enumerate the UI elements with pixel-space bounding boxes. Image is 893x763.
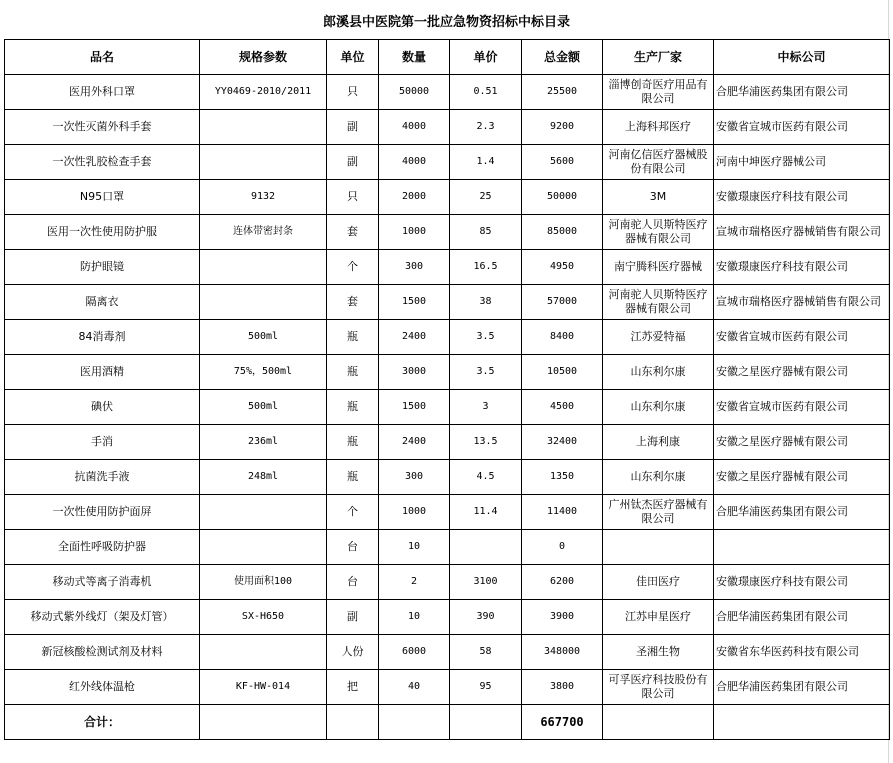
total-amount-cell: 32400 <box>522 425 603 460</box>
manufacturer-cell: 山东利尔康 <box>603 355 714 390</box>
total-amount-cell: 1350 <box>522 460 603 495</box>
quantity-cell: 50000 <box>379 75 450 110</box>
table-row <box>5 530 890 565</box>
total-amount-cell: 57000 <box>522 285 603 320</box>
winning-company-cell: 安徽之星医疗器械有限公司 <box>714 425 890 460</box>
unit-price-cell: 1.4 <box>450 145 522 180</box>
unit-price-cell: 11.4 <box>450 495 522 530</box>
winning-company-cell: 安徽璟康医疗科技有限公司 <box>714 250 890 285</box>
table-row <box>5 565 890 600</box>
table-row <box>5 110 890 145</box>
table-row <box>5 250 890 285</box>
unit-price-cell: 25 <box>450 180 522 215</box>
total-amount-cell: 85000 <box>522 215 603 250</box>
total-amount-cell: 348000 <box>522 635 603 670</box>
winning-company-cell: 安徽之星医疗器械有限公司 <box>714 355 890 390</box>
total-amount-cell: 4500 <box>522 390 603 425</box>
quantity-cell: 2400 <box>379 320 450 355</box>
winning-company-cell: 合肥华浦医药集团有限公司 <box>714 600 890 635</box>
spec-cell <box>200 110 327 145</box>
unit-price-cell: 38 <box>450 285 522 320</box>
header-cell-unit-price: 单价 <box>450 40 522 75</box>
item-name-cell: 84消毒剂 <box>5 320 200 355</box>
item-name-cell: 碘伏 <box>5 390 200 425</box>
unit-price-cell: 3 <box>450 390 522 425</box>
winning-company-cell: 安徽省宣城市医药有限公司 <box>714 110 890 145</box>
quantity-cell: 4000 <box>379 110 450 145</box>
item-name-cell: 手消 <box>5 425 200 460</box>
manufacturer-cell: 江苏申星医疗 <box>603 600 714 635</box>
unit-price-cell: 13.5 <box>450 425 522 460</box>
manufacturer-cell: 江苏爱特福 <box>603 320 714 355</box>
unit-price-cell <box>450 530 522 565</box>
unit-price-cell: 16.5 <box>450 250 522 285</box>
table-title: 郎溪县中医院第一批应急物资招标中标目录 <box>322 14 570 30</box>
manufacturer-cell: 佳田医疗 <box>603 565 714 600</box>
empty-cell <box>379 705 450 740</box>
total-amount-cell: 6200 <box>522 565 603 600</box>
table-row <box>5 600 890 635</box>
unit-price-cell: 390 <box>450 600 522 635</box>
item-name-cell: 移动式等离子消毒机 <box>5 565 200 600</box>
spec-cell: 500ml <box>200 390 327 425</box>
total-row <box>5 705 890 740</box>
quantity-cell: 3000 <box>379 355 450 390</box>
manufacturer-cell: 河南驼人贝斯特医疗器械有限公司 <box>603 285 714 320</box>
spec-cell: KF-HW-014 <box>200 670 327 705</box>
table-row <box>5 145 890 180</box>
header-cell-spec: 规格参数 <box>200 40 327 75</box>
unit-cell: 个 <box>327 250 379 285</box>
unit-price-cell: 85 <box>450 215 522 250</box>
spec-cell: 9132 <box>200 180 327 215</box>
unit-price-cell: 2.3 <box>450 110 522 145</box>
table-row <box>5 670 890 705</box>
quantity-cell: 1000 <box>379 215 450 250</box>
manufacturer-cell: 3M <box>603 180 714 215</box>
empty-cell <box>200 705 327 740</box>
spec-cell: 连体带密封条 <box>200 215 327 250</box>
procurement-table <box>4 39 890 740</box>
total-amount-cell: 3800 <box>522 670 603 705</box>
spec-cell <box>200 495 327 530</box>
item-name-cell: 全面性呼吸防护器 <box>5 530 200 565</box>
item-name-cell: 医用一次性使用防护服 <box>5 215 200 250</box>
quantity-cell: 2000 <box>379 180 450 215</box>
item-name-cell: 医用酒精 <box>5 355 200 390</box>
unit-cell: 把 <box>327 670 379 705</box>
quantity-cell: 1000 <box>379 495 450 530</box>
quantity-cell: 300 <box>379 460 450 495</box>
winning-company-cell: 安徽省东华医药科技有限公司 <box>714 635 890 670</box>
header-cell-name: 品名 <box>5 40 200 75</box>
unit-cell: 人份 <box>327 635 379 670</box>
spec-cell: SX-H650 <box>200 600 327 635</box>
manufacturer-cell: 圣湘生物 <box>603 635 714 670</box>
empty-cell <box>603 705 714 740</box>
unit-cell: 个 <box>327 495 379 530</box>
unit-cell: 瓶 <box>327 460 379 495</box>
quantity-cell: 300 <box>379 250 450 285</box>
unit-cell: 副 <box>327 110 379 145</box>
winning-company-cell: 合肥华浦医药集团有限公司 <box>714 670 890 705</box>
empty-cell <box>450 705 522 740</box>
total-label: 合计： <box>5 705 200 740</box>
item-name-cell: 新冠核酸检测试剂及材料 <box>5 635 200 670</box>
manufacturer-cell: 上海科邦医疗 <box>603 110 714 145</box>
unit-cell: 副 <box>327 600 379 635</box>
quantity-cell: 2 <box>379 565 450 600</box>
manufacturer-cell <box>603 530 714 565</box>
unit-cell: 瓶 <box>327 390 379 425</box>
table-row <box>5 180 890 215</box>
table-row <box>5 390 890 425</box>
winning-company-cell: 安徽之星医疗器械有限公司 <box>714 460 890 495</box>
total-amount-cell: 0 <box>522 530 603 565</box>
total-amount-cell: 25500 <box>522 75 603 110</box>
quantity-cell: 10 <box>379 600 450 635</box>
table-row <box>5 635 890 670</box>
unit-price-cell: 3100 <box>450 565 522 600</box>
unit-price-cell: 58 <box>450 635 522 670</box>
manufacturer-cell: 可孚医疗科技股份有限公司 <box>603 670 714 705</box>
winning-company-cell: 安徽省宣城市医药有限公司 <box>714 390 890 425</box>
item-name-cell: 医用外科口罩 <box>5 75 200 110</box>
unit-cell: 台 <box>327 530 379 565</box>
winning-company-cell: 宣城市瑞格医疗器械销售有限公司 <box>714 215 890 250</box>
header-cell-unit: 单位 <box>327 40 379 75</box>
unit-cell: 套 <box>327 285 379 320</box>
item-name-cell: 一次性使用防护面屏 <box>5 495 200 530</box>
spec-cell <box>200 530 327 565</box>
total-amount-cell: 8400 <box>522 320 603 355</box>
table-row <box>5 495 890 530</box>
item-name-cell: 红外线体温枪 <box>5 670 200 705</box>
total-amount-cell: 50000 <box>522 180 603 215</box>
total-amount-cell: 10500 <box>522 355 603 390</box>
spec-cell: 236ml <box>200 425 327 460</box>
header-cell-total-amount: 总金额 <box>522 40 603 75</box>
quantity-cell: 2400 <box>379 425 450 460</box>
manufacturer-cell: 河南亿信医疗器械股份有限公司 <box>603 145 714 180</box>
unit-cell: 瓶 <box>327 355 379 390</box>
unit-price-cell: 4.5 <box>450 460 522 495</box>
table-row <box>5 355 890 390</box>
quantity-cell: 6000 <box>379 635 450 670</box>
spec-cell <box>200 285 327 320</box>
item-name-cell: 一次性乳胶检查手套 <box>5 145 200 180</box>
spec-cell: YY0469-2010/2011 <box>200 75 327 110</box>
table-row <box>5 320 890 355</box>
spec-cell <box>200 145 327 180</box>
total-amount-cell: 9200 <box>522 110 603 145</box>
item-name-cell: N95口罩 <box>5 180 200 215</box>
winning-company-cell: 安徽璟康医疗科技有限公司 <box>714 180 890 215</box>
spec-cell: 75%，500ml <box>200 355 327 390</box>
manufacturer-cell: 山东利尔康 <box>603 460 714 495</box>
quantity-cell: 4000 <box>379 145 450 180</box>
manufacturer-cell: 上海利康 <box>603 425 714 460</box>
header-cell-quantity: 数量 <box>379 40 450 75</box>
spec-cell <box>200 250 327 285</box>
header-cell-manufacturer: 生产厂家 <box>603 40 714 75</box>
winning-company-cell: 合肥华浦医药集团有限公司 <box>714 495 890 530</box>
table-row <box>5 425 890 460</box>
item-name-cell: 一次性灭菌外科手套 <box>5 110 200 145</box>
unit-price-cell: 0.51 <box>450 75 522 110</box>
empty-cell <box>327 705 379 740</box>
spec-cell: 248ml <box>200 460 327 495</box>
manufacturer-cell: 淄博创奇医疗用品有限公司 <box>603 75 714 110</box>
total-amount-cell: 5600 <box>522 145 603 180</box>
unit-cell: 瓶 <box>327 320 379 355</box>
table-row <box>5 215 890 250</box>
unit-cell: 副 <box>327 145 379 180</box>
winning-company-cell: 安徽璟康医疗科技有限公司 <box>714 565 890 600</box>
winning-company-cell: 合肥华浦医药集团有限公司 <box>714 75 890 110</box>
unit-price-cell: 95 <box>450 670 522 705</box>
total-amount-cell: 3900 <box>522 600 603 635</box>
unit-cell: 只 <box>327 75 379 110</box>
winning-company-cell: 安徽省宣城市医药有限公司 <box>714 320 890 355</box>
manufacturer-cell: 山东利尔康 <box>603 390 714 425</box>
unit-cell: 台 <box>327 565 379 600</box>
quantity-cell: 1500 <box>379 390 450 425</box>
item-name-cell: 抗菌洗手液 <box>5 460 200 495</box>
manufacturer-cell: 广州钛杰医疗器械有限公司 <box>603 495 714 530</box>
unit-price-cell: 3.5 <box>450 320 522 355</box>
total-amount: 667700 <box>522 705 603 740</box>
total-amount-cell: 11400 <box>522 495 603 530</box>
total-amount-cell: 4950 <box>522 250 603 285</box>
quantity-cell: 10 <box>379 530 450 565</box>
header-cell-winning-company: 中标公司 <box>714 40 890 75</box>
winning-company-cell <box>714 530 890 565</box>
item-name-cell: 防护眼镜 <box>5 250 200 285</box>
spec-cell <box>200 635 327 670</box>
unit-cell: 瓶 <box>327 425 379 460</box>
winning-company-cell: 河南中坤医疗器械公司 <box>714 145 890 180</box>
header-row <box>5 40 890 75</box>
quantity-cell: 1500 <box>379 285 450 320</box>
manufacturer-cell: 河南驼人贝斯特医疗器械有限公司 <box>603 215 714 250</box>
manufacturer-cell: 南宁腾科医疗器械 <box>603 250 714 285</box>
item-name-cell: 移动式紫外线灯（架及灯管） <box>5 600 200 635</box>
spec-cell: 500ml <box>200 320 327 355</box>
table-row <box>5 285 890 320</box>
unit-cell: 只 <box>327 180 379 215</box>
table-row <box>5 460 890 495</box>
unit-cell: 套 <box>327 215 379 250</box>
winning-company-cell: 宣城市瑞格医疗器械销售有限公司 <box>714 285 890 320</box>
table-row <box>5 75 890 110</box>
empty-cell <box>714 705 890 740</box>
spec-cell: 使用面积100 <box>200 565 327 600</box>
quantity-cell: 40 <box>379 670 450 705</box>
unit-price-cell: 3.5 <box>450 355 522 390</box>
item-name-cell: 隔离衣 <box>5 285 200 320</box>
